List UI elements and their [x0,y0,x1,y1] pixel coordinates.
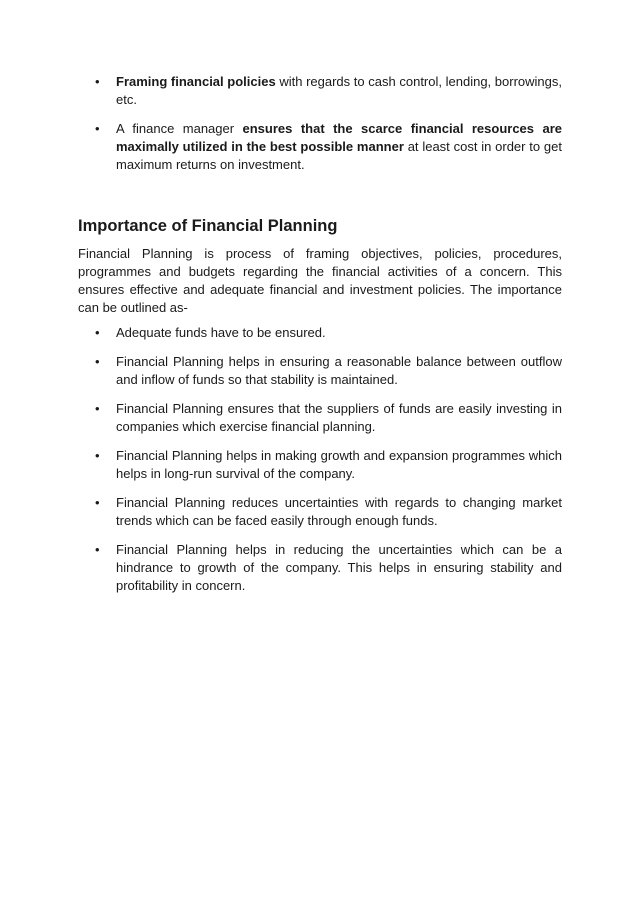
bullet-icon: • [95,495,100,510]
list-item [78,324,562,342]
list-item-text: Financial Planning reduces uncertainties with regards to changing market trends which can be faced easily through enough funds. [116,495,562,528]
list-item [78,494,562,530]
bullet-icon: • [95,354,100,369]
bullet-icon: • [95,74,100,89]
list-item-text: Financial Planning helps in making growth and expansion programmes which helps in long-run survival of the company. [116,448,562,481]
list-item [78,447,562,483]
bullet-icon: • [95,542,100,557]
bullet-icon: • [95,401,100,416]
list-item [78,353,562,389]
list-item-text: Financial Planning helps in ensuring a reasonable balance between outflow and inflow of funds so that stability is maintained. [116,354,562,387]
list-item [78,400,562,436]
bold-phrase: ensures that the scarce financial resources are maximally utilized in the best possible manner [116,121,562,154]
list-item [78,120,562,174]
list-item-text: at least cost in order to get maximum returns on investment. [116,139,562,172]
list-item-text: with regards to cash control, lending, borrowings, etc. [116,74,562,107]
list-item-text: Financial Planning ensures that the suppliers of funds are easily investing in companies which exercise financial planning. [116,401,562,434]
list-item-text: Financial Planning helps in reducing the uncertainties which can be a hindrance to growth of the company. This helps in ensuring stability and profitability in concern. [116,542,562,593]
bullet-icon: • [95,448,100,463]
bullet-icon: • [95,121,100,136]
list-item-text: A finance manager [116,121,243,136]
list-item [78,541,562,595]
bold-phrase: Framing financial policies [116,74,276,89]
list-item-text: Adequate funds have to be ensured. [116,325,326,340]
bullet-icon: • [95,325,100,340]
section-intro-paragraph: Financial Planning is process of framing objectives, policies, procedures, programmes and budgets regarding the financial activities of a concern. This ensures effective and adequate financial and investment policies. The importance can be outlined as- [78,246,562,315]
list-item [78,73,562,109]
section-heading: Importance of Financial Planning [78,217,338,235]
importance-bullet-list [78,324,562,606]
top-bullet-list [78,73,562,185]
